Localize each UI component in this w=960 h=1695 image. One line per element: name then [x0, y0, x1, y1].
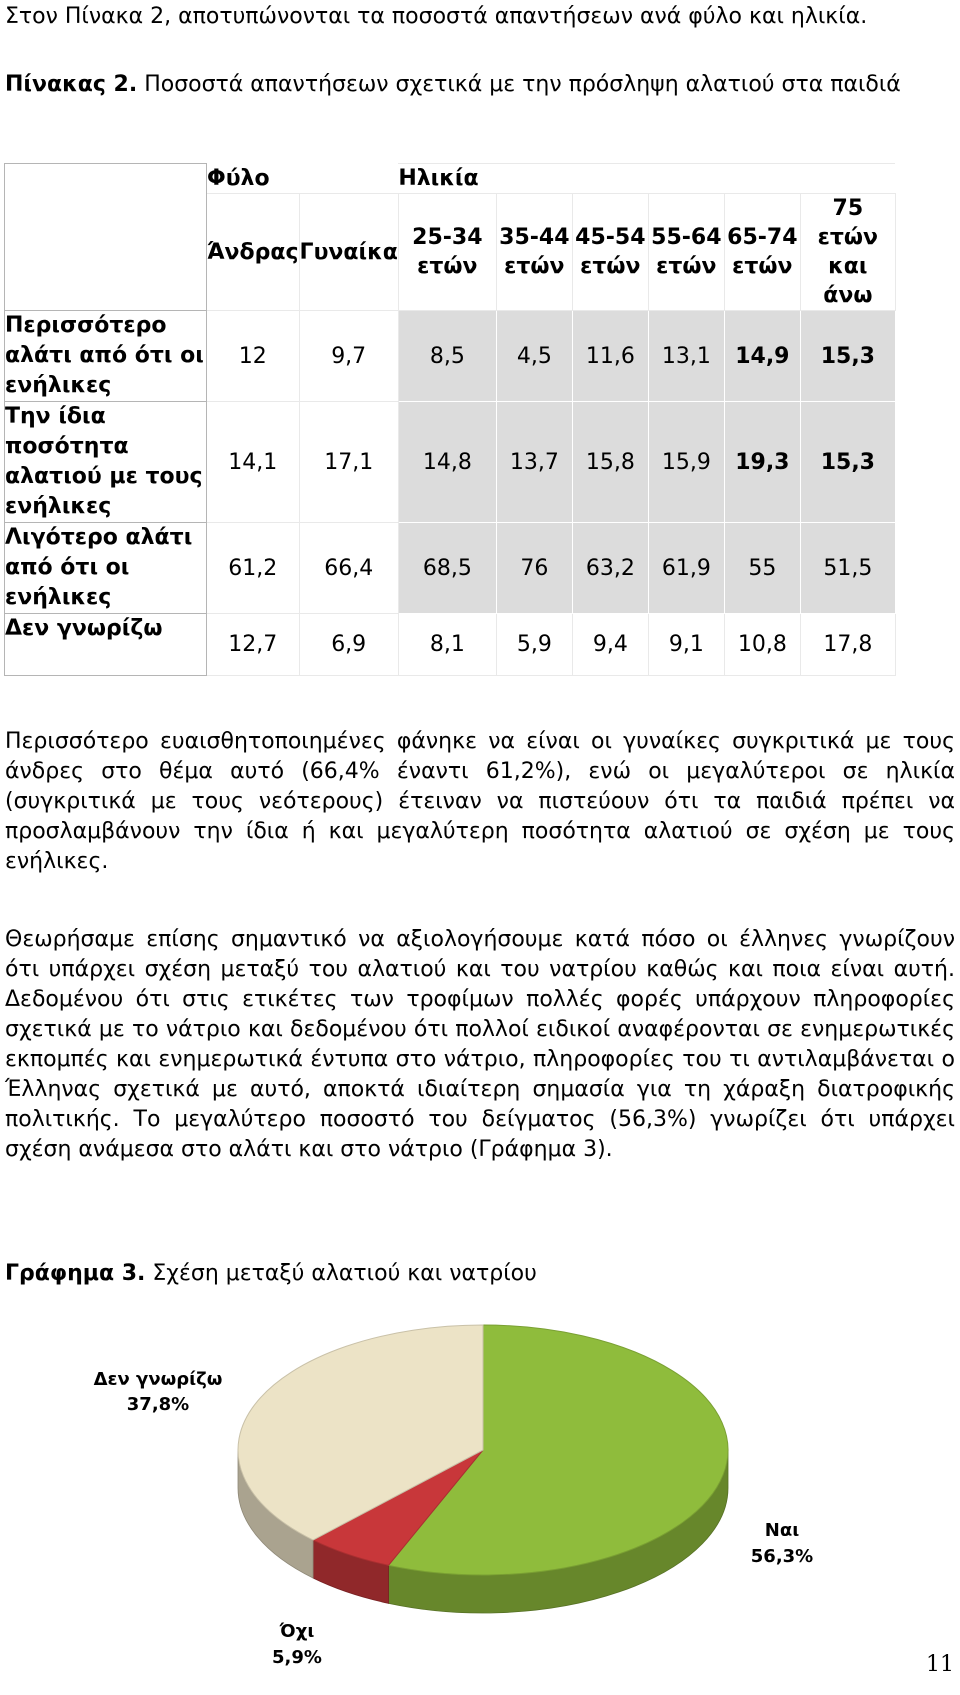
table-cell: 9,7	[299, 311, 398, 402]
row-label: Την ίδια ποσότητα αλατιού με τους ενήλικες	[5, 402, 207, 523]
column-header: Άνδρας	[207, 194, 300, 311]
column-header: 35-44 ετών	[496, 194, 572, 311]
table-row	[5, 311, 896, 402]
table-corner	[5, 164, 207, 311]
responses-table	[4, 163, 896, 676]
column-header: 55-64 ετών	[648, 194, 724, 311]
table-cell: 14,1	[207, 402, 300, 523]
table-cell: 15,3	[800, 311, 895, 402]
table-cell: 76	[496, 523, 572, 614]
row-label: Λιγότερο αλάτι από ότι οι ενήλικες	[5, 523, 207, 614]
column-header: Γυναίκα	[299, 194, 398, 311]
column-header: 25-34 ετών	[398, 194, 496, 311]
pie-plot	[238, 1325, 728, 1613]
chart-caption-text: Σχέση μεταξύ αλατιού και νατρίου	[145, 1261, 537, 1286]
paragraph-2: Θεωρήσαμε επίσης σημαντικό να αξιολογήσουμε κατά πόσο οι έλληνες γνωρίζουν ότι υπάρχει σχέση μεταξύ του αλατιού και του νατρίου καθώς και ποια είναι αυτή. Δεδομένου ότι στις ετικέτες των τροφίμων πολλές φορές υπάρχουν πληροφορίες σχετικά με το νάτριο και δεδομένου ότι πολλοί ειδικοί αναφέρονται σε ενημερωτικές εκπομπές και ενημερωτικά έντυπα στο νάτριο, πληροφορίες του τι αντιλαμβάνεται ο Έλληνας σχετικά με αυτό, αποκτά ιδιαίτερη σημασία για τη χάραξη διατροφικής πολιτικής. Το μεγαλύτερο ποσοστό του δείγματος (56,3%) γνωρίζει ότι υπάρχει σχέση ανάμεσα στο αλάτι και στο νάτριο (Γράφημα 3).	[5, 927, 955, 1162]
page-number: 11	[926, 1652, 954, 1677]
table-cell: 12	[207, 311, 300, 402]
table-cell: 9,4	[572, 614, 648, 676]
age-group-header: Ηλικία	[398, 164, 895, 194]
table-cell: 4,5	[496, 311, 572, 402]
pie-chart	[0, 1300, 960, 1680]
table-caption-text: Ποσοστά απαντήσεων σχετικά με την πρόσληψη αλατιού στα παιδιά	[137, 72, 901, 97]
table-cell: 8,5	[398, 311, 496, 402]
table-cell: 15,8	[572, 402, 648, 523]
table-cell: 17,1	[299, 402, 398, 523]
table-cell: 6,9	[299, 614, 398, 676]
table-cell: 8,1	[398, 614, 496, 676]
gender-group-header: Φύλο	[207, 165, 270, 191]
table-cell: 61,9	[648, 523, 724, 614]
slice-label-name: Δεν γνωρίζω	[93, 1369, 223, 1390]
chart-caption	[5, 1259, 955, 1289]
slice-label-value: 5,9%	[272, 1647, 322, 1668]
table-cell: 13,1	[648, 311, 724, 402]
table-cell: 15,9	[648, 402, 724, 523]
table-caption-label: Πίνακας 2.	[5, 72, 138, 97]
column-header: 65-74 ετών	[724, 194, 800, 311]
table-cell: 9,1	[648, 614, 724, 676]
table-row	[5, 523, 896, 614]
column-header: 45-54 ετών	[572, 194, 648, 311]
table-cell: 14,9	[724, 311, 800, 402]
table-cell: 12,7	[207, 614, 300, 676]
table-cell: 66,4	[299, 523, 398, 614]
table-cell: 15,3	[800, 402, 895, 523]
table-cell: 61,2	[207, 523, 300, 614]
slice-label-name: Ναι	[764, 1520, 800, 1541]
table-cell: 14,8	[398, 402, 496, 523]
table-cell: 17,8	[800, 614, 895, 676]
table-cell: 10,8	[724, 614, 800, 676]
table-cell: 55	[724, 523, 800, 614]
table-cell: 5,9	[496, 614, 572, 676]
table-caption	[5, 70, 955, 100]
table-row	[5, 614, 896, 676]
row-label: Περισσότερο αλάτι από ότι οι ενήλικες	[5, 311, 207, 402]
row-label: Δεν γνωρίζω	[5, 614, 207, 676]
table-cell: 63,2	[572, 523, 648, 614]
column-header: 75 ετών και άνω	[800, 194, 895, 311]
table-cell: 19,3	[724, 402, 800, 523]
slice-label-value: 37,8%	[126, 1394, 190, 1415]
table-cell: 68,5	[398, 523, 496, 614]
chart-caption-label: Γράφημα 3.	[5, 1261, 146, 1286]
table-row	[5, 402, 896, 523]
slice-label-name: Όχι	[279, 1621, 315, 1642]
table-cell: 11,6	[572, 311, 648, 402]
table-cell: 51,5	[800, 523, 895, 614]
slice-label-value: 56,3%	[750, 1546, 814, 1567]
paragraph-1: Περισσότερο ευαισθητοποιημένες φάνηκε να είναι οι γυναίκες συγκριτικά με τους άνδρες στο θέμα αυτό (66,4% έναντι 61,2%), ενώ οι μεγαλύτεροι σε ηλικία (συγκριτικά με τους νεότερους) έτειναν να πιστεύουν ότι τα παιδιά πρέπει να προσλαμβάνουν την ίδια ή και μεγαλύτερη ποσότητα αλατιού σε σχέση με τους ενήλικες.	[5, 729, 955, 874]
intro-text: Στον Πίνακα 2, αποτυπώνονται τα ποσοστά απαντήσεων ανά φύλο και ηλικία.	[5, 4, 868, 29]
table-cell: 13,7	[496, 402, 572, 523]
